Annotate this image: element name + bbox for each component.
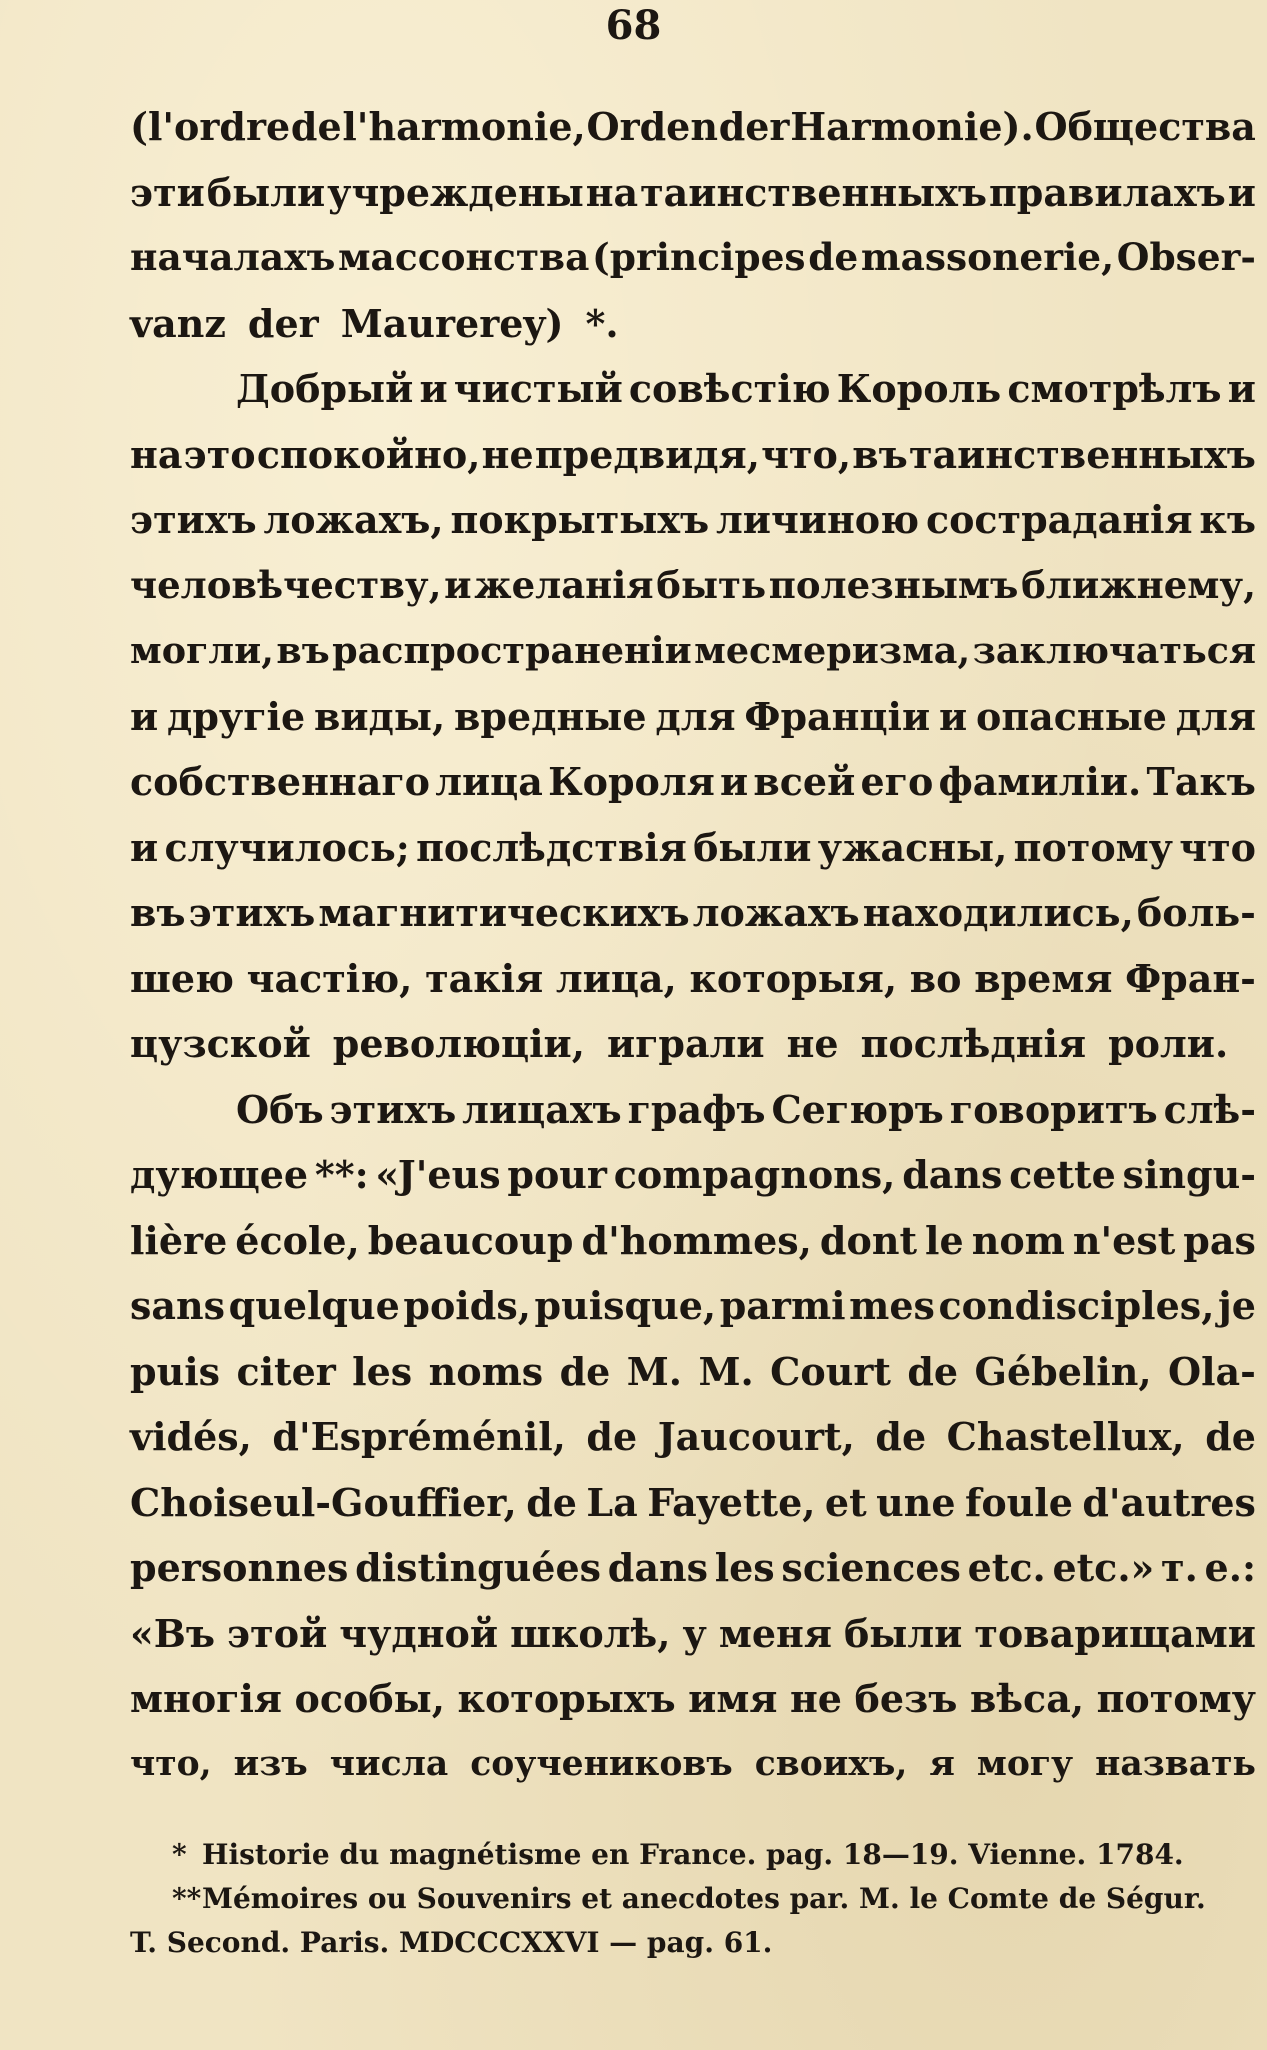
word: въ	[130, 890, 186, 935]
word: de	[1205, 1414, 1256, 1459]
word: de	[875, 1414, 927, 1459]
text-line	[130, 1077, 1256, 1143]
text-line	[130, 618, 1256, 684]
word: эти	[130, 169, 205, 215]
word: массонства	[337, 235, 590, 279]
word: ложахъ,	[263, 497, 444, 542]
word: M.	[626, 1348, 683, 1394]
word: опасные	[975, 693, 1167, 739]
word: личиною	[716, 497, 920, 542]
text-line	[130, 1535, 1256, 1601]
word: лица	[435, 759, 543, 804]
word: Объ	[236, 1086, 324, 1132]
word: лица,	[555, 955, 677, 1001]
word: изъ	[233, 1743, 308, 1784]
text-line	[130, 422, 1256, 488]
word: для	[1175, 693, 1256, 739]
word: etc.»	[1052, 1545, 1155, 1590]
word: предвидя,	[534, 431, 760, 477]
word: собственнаго	[130, 759, 430, 804]
word: nom	[971, 1217, 1065, 1263]
word: cette	[1009, 1152, 1116, 1197]
word: таинственныхъ	[908, 431, 1256, 477]
word: многія	[130, 1676, 282, 1721]
word: der	[718, 104, 790, 149]
text-line	[130, 749, 1256, 815]
word: желанія	[474, 562, 654, 607]
word: всей	[753, 759, 856, 804]
word: не	[481, 431, 534, 477]
word: революціи,	[332, 1021, 585, 1066]
footnote	[130, 1833, 1256, 1877]
word: имя	[688, 1676, 778, 1721]
word: Obser-	[1116, 235, 1256, 279]
footnotes	[130, 1833, 1256, 1965]
word: Сегюръ	[771, 1086, 944, 1132]
footnote-text: Mémoires ou Souvenirs et anecdotes par. M. le Comte de Ségur.	[202, 1882, 1206, 1915]
word: заключаться	[972, 629, 1256, 672]
word: и	[719, 759, 749, 804]
word: назвать	[1095, 1743, 1256, 1784]
word: dont	[819, 1217, 918, 1263]
word: je	[1218, 1283, 1256, 1328]
word: Choiseul-Gouffier,	[130, 1479, 517, 1525]
word: une	[876, 1479, 956, 1525]
text-line	[130, 1666, 1256, 1732]
word: человѣчеству,	[130, 562, 442, 607]
word: foule	[964, 1479, 1073, 1525]
word: de	[586, 1414, 638, 1459]
word: этихъ	[188, 890, 316, 935]
word: лицахъ	[462, 1086, 622, 1132]
word: (l'ordre	[130, 104, 291, 149]
word: Fayette,	[647, 1479, 816, 1525]
word: потому	[1096, 1676, 1256, 1721]
word: боль-	[1136, 890, 1256, 935]
word: были	[206, 169, 326, 215]
word: ближнему,	[1021, 562, 1256, 607]
word: и	[1227, 169, 1256, 215]
word: de	[907, 1348, 959, 1394]
word: роли.	[1108, 1021, 1229, 1066]
word: d'autres	[1082, 1479, 1256, 1525]
word: **:	[314, 1152, 369, 1197]
word: poids,	[403, 1283, 531, 1328]
text-line	[130, 553, 1256, 619]
word: massonerie,	[860, 235, 1115, 279]
word: citer	[236, 1348, 336, 1394]
word: находились,	[862, 890, 1134, 935]
word: шею	[130, 955, 234, 1001]
text-line	[130, 1732, 1256, 1798]
word: школѣ,	[510, 1610, 671, 1656]
word: le	[925, 1217, 964, 1263]
word: состраданія	[925, 497, 1193, 542]
word: числа	[329, 1743, 449, 1784]
word: beaucoup	[367, 1217, 574, 1263]
text-line	[130, 815, 1256, 881]
word: vanz	[130, 300, 226, 346]
word: это	[183, 431, 256, 477]
footnote	[130, 1877, 1256, 1921]
word: говоритъ	[949, 1086, 1158, 1132]
word: ужасны,	[817, 824, 1008, 870]
word: Король	[836, 366, 1002, 411]
text-line	[130, 1208, 1256, 1274]
word: Jaucourt,	[657, 1414, 855, 1459]
word: для	[655, 693, 736, 739]
word: *.	[585, 300, 619, 346]
word: и	[1227, 366, 1256, 411]
footnote-mark: **	[172, 1882, 202, 1915]
word: La	[586, 1479, 638, 1525]
word: смотрѣлъ	[1007, 366, 1222, 411]
text-line	[130, 1142, 1256, 1208]
word: время	[974, 955, 1113, 1001]
word: singu-	[1122, 1152, 1256, 1197]
word: т.	[1161, 1545, 1198, 1590]
word: Court	[770, 1348, 891, 1394]
word: виды,	[313, 693, 446, 739]
word: въ	[276, 629, 330, 672]
word: не	[789, 1676, 842, 1721]
word: puis	[130, 1348, 221, 1394]
text-line	[130, 1601, 1256, 1667]
word: дующее	[130, 1152, 309, 1197]
word: compagnons,	[613, 1152, 896, 1197]
word: quelque	[228, 1283, 400, 1328]
word: etc.	[967, 1545, 1046, 1590]
word: sans	[130, 1283, 226, 1328]
text-line	[130, 291, 1256, 357]
word: Добрый	[236, 366, 414, 411]
word: въ	[852, 431, 908, 477]
text-line	[130, 1470, 1256, 1536]
word: играли	[606, 1021, 765, 1066]
footnote-text: Historie du magnétisme en France. pag. 18—19. Vienne. 1784.	[202, 1838, 1184, 1871]
word: во	[909, 955, 962, 1001]
word: которыя,	[689, 955, 898, 1001]
word: Франціи	[744, 693, 931, 739]
footnote	[130, 1921, 1256, 1965]
word: быть	[656, 562, 767, 607]
text-line	[130, 1339, 1256, 1405]
word: не	[786, 1021, 839, 1066]
word: dans	[902, 1152, 1003, 1197]
word: были	[693, 824, 812, 870]
word: n'est	[1072, 1217, 1176, 1263]
text-line	[130, 225, 1256, 291]
word: е.:	[1204, 1545, 1256, 1590]
word: своихъ,	[754, 1743, 908, 1784]
word: вѣса,	[969, 1676, 1085, 1721]
text-line	[130, 1273, 1256, 1339]
word: вредные	[454, 693, 647, 739]
word: mes	[849, 1283, 935, 1328]
word: у	[682, 1610, 707, 1656]
word: соучениковъ	[470, 1743, 733, 1784]
word: таинственныхъ	[640, 169, 988, 215]
word: Фран-	[1125, 955, 1256, 1001]
word: меня	[718, 1610, 832, 1656]
word: distinguées	[355, 1545, 602, 1590]
word: de	[290, 104, 342, 149]
word: были	[843, 1610, 963, 1656]
word: цузской	[130, 1021, 311, 1066]
word: и	[130, 693, 159, 739]
word: noms	[428, 1348, 544, 1394]
word: товарищами	[974, 1610, 1256, 1656]
word: Ola-	[1168, 1348, 1256, 1394]
word: магнитическихъ	[318, 890, 690, 935]
word: учреждены	[327, 169, 584, 215]
word: Такъ	[1146, 759, 1256, 804]
word: чудной	[339, 1610, 499, 1656]
word: personnes	[130, 1545, 349, 1590]
word: могли,	[130, 629, 274, 672]
word: lière	[130, 1217, 228, 1263]
word: его	[860, 759, 934, 804]
word: на	[585, 169, 639, 215]
word: Короля	[548, 759, 715, 804]
page-number: 68	[605, 2, 662, 49]
word: der	[247, 300, 319, 346]
word: condisciples,	[938, 1283, 1215, 1328]
word: pour	[507, 1152, 607, 1197]
word: потому	[1013, 824, 1174, 870]
word: послѣдствія	[416, 824, 687, 870]
word: къ	[1199, 497, 1256, 542]
word: чистый	[453, 366, 623, 411]
text-line	[130, 880, 1256, 946]
word: этой	[227, 1610, 328, 1656]
footnote-text: T. Second. Paris. MDCCCXXVI — pag. 61.	[130, 1926, 773, 1959]
body-text	[130, 94, 1256, 1797]
word: я	[929, 1743, 955, 1784]
word: pas	[1183, 1217, 1256, 1263]
text-line	[130, 1011, 1256, 1077]
word: такія	[425, 955, 544, 1001]
word: что	[1179, 824, 1256, 870]
word: правилахъ	[988, 169, 1226, 215]
word: de	[559, 1348, 611, 1394]
word: Gébelin,	[974, 1348, 1152, 1394]
word: sciences	[781, 1545, 961, 1590]
word: фамиліи.	[938, 759, 1142, 804]
word: Chastellux,	[946, 1414, 1185, 1459]
word: что,	[761, 431, 852, 477]
word: les	[714, 1545, 775, 1590]
word: de	[808, 235, 859, 279]
word: полезнымъ	[768, 562, 1019, 607]
word: d'hommes,	[581, 1217, 812, 1263]
word: les	[352, 1348, 413, 1394]
text-line	[130, 1404, 1256, 1470]
word: началахъ	[130, 235, 336, 279]
word: могу	[976, 1743, 1074, 1784]
footnote-mark: *	[172, 1838, 187, 1871]
word: puisque,	[534, 1283, 717, 1328]
word: «J'eus	[375, 1152, 501, 1197]
word: послѣднія	[860, 1021, 1087, 1066]
word: графъ	[627, 1086, 766, 1132]
word: «Въ	[130, 1610, 216, 1656]
word: dans	[607, 1545, 708, 1590]
text-line	[130, 94, 1256, 160]
word: M.	[698, 1348, 754, 1394]
word: покрытыхъ	[450, 497, 710, 542]
word: этихъ	[329, 1086, 457, 1132]
word: слѣ-	[1163, 1086, 1256, 1132]
word: de	[526, 1479, 577, 1525]
text-line	[130, 487, 1256, 553]
word: ложахъ	[692, 890, 860, 935]
word: случилось;	[164, 824, 410, 870]
word: и	[938, 693, 968, 739]
text-line	[130, 356, 1256, 422]
word: и	[444, 562, 472, 607]
word: l'harmonie,	[342, 104, 586, 149]
word: что,	[130, 1743, 212, 1784]
word: месмеризма,	[694, 629, 971, 672]
word: и	[130, 824, 159, 870]
word: Orden	[586, 104, 718, 149]
word: d'Espréménil,	[272, 1414, 566, 1459]
word: распространеніи	[332, 629, 692, 672]
word: Harmonie).	[790, 104, 1034, 149]
word: частію,	[246, 955, 413, 1001]
word: école,	[235, 1217, 360, 1263]
word: vidés,	[130, 1414, 252, 1459]
text-line	[130, 946, 1256, 1012]
text-line	[130, 160, 1256, 226]
word: другіе	[167, 693, 306, 739]
word: и	[419, 366, 448, 411]
word: на	[130, 431, 183, 477]
word: Maurerey)	[340, 300, 564, 346]
word: et	[824, 1479, 867, 1525]
word: которыхъ	[457, 1676, 676, 1721]
word: безъ	[854, 1676, 958, 1721]
word: совѣстію	[628, 366, 831, 411]
word: parmi	[719, 1283, 846, 1328]
word: Общества	[1034, 104, 1256, 149]
word: спокойно,	[256, 431, 481, 477]
word: этихъ	[130, 497, 257, 542]
word: особы,	[294, 1676, 445, 1721]
word: (principes	[592, 235, 806, 279]
text-line	[130, 684, 1256, 750]
